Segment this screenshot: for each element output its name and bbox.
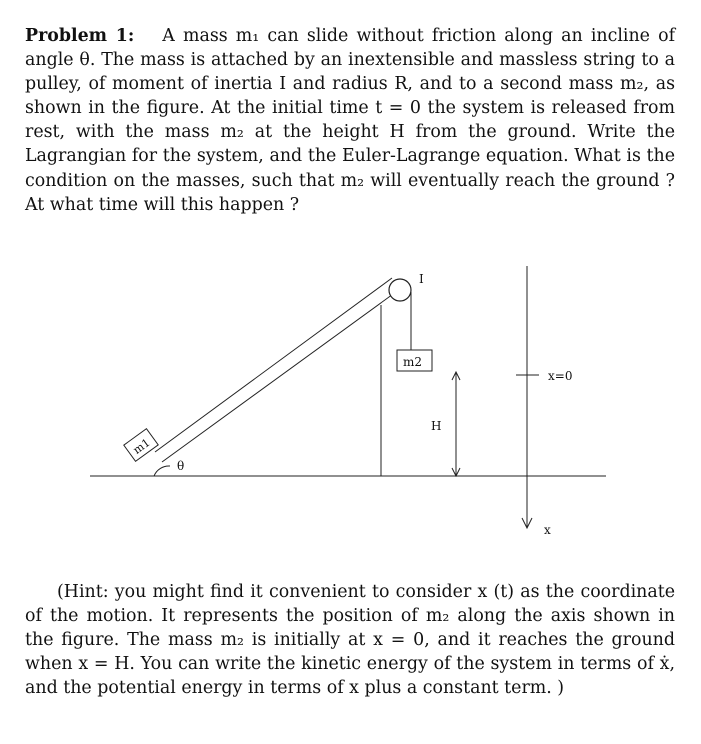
mass-m1-label: m1 (130, 435, 153, 457)
mass-m2-label: m2 (403, 355, 423, 369)
angle-label: θ (177, 459, 185, 473)
incline-bottom-edge (162, 289, 400, 462)
problem-label: Problem 1: (25, 26, 135, 46)
hint-paragraph: (Hint: you might find it convenient to consider x (t) as the coordinate of the motion. It represents the position of m₂ along the axis shown in the figure. The mass m₂ is initially at x = 0, and it reaches the ground when x = H. You can write the kinetic energy of the system in terms of ẋ, and the potential energy in terms of x plus a constant term. ) (25, 582, 675, 699)
axis-label: x (544, 523, 551, 537)
pulley-icon (389, 279, 411, 301)
mass-m1-block (124, 429, 158, 462)
problem-text: A mass m₁ can slide without friction along an incline of angle θ. The mass is attached by an inextensible and massless string to a pulley, of moment of inertia I and radius R, and to a second mass m₂, as shown in the figure. At the initial time t = 0 the system is released from rest, with the mass m₂ at the height H from the ground. Write the Lagrangian for the system, and the Euler-Lagrange equation. What is the condition on the masses, such that m₂ will eventually reach the ground ? At what time will this happen ? (25, 26, 675, 215)
pulley-label: I (419, 272, 424, 286)
angle-arc (154, 466, 170, 476)
height-label: H (431, 419, 442, 433)
origin-label: x=0 (548, 369, 573, 383)
incline-top-edge (155, 278, 392, 452)
